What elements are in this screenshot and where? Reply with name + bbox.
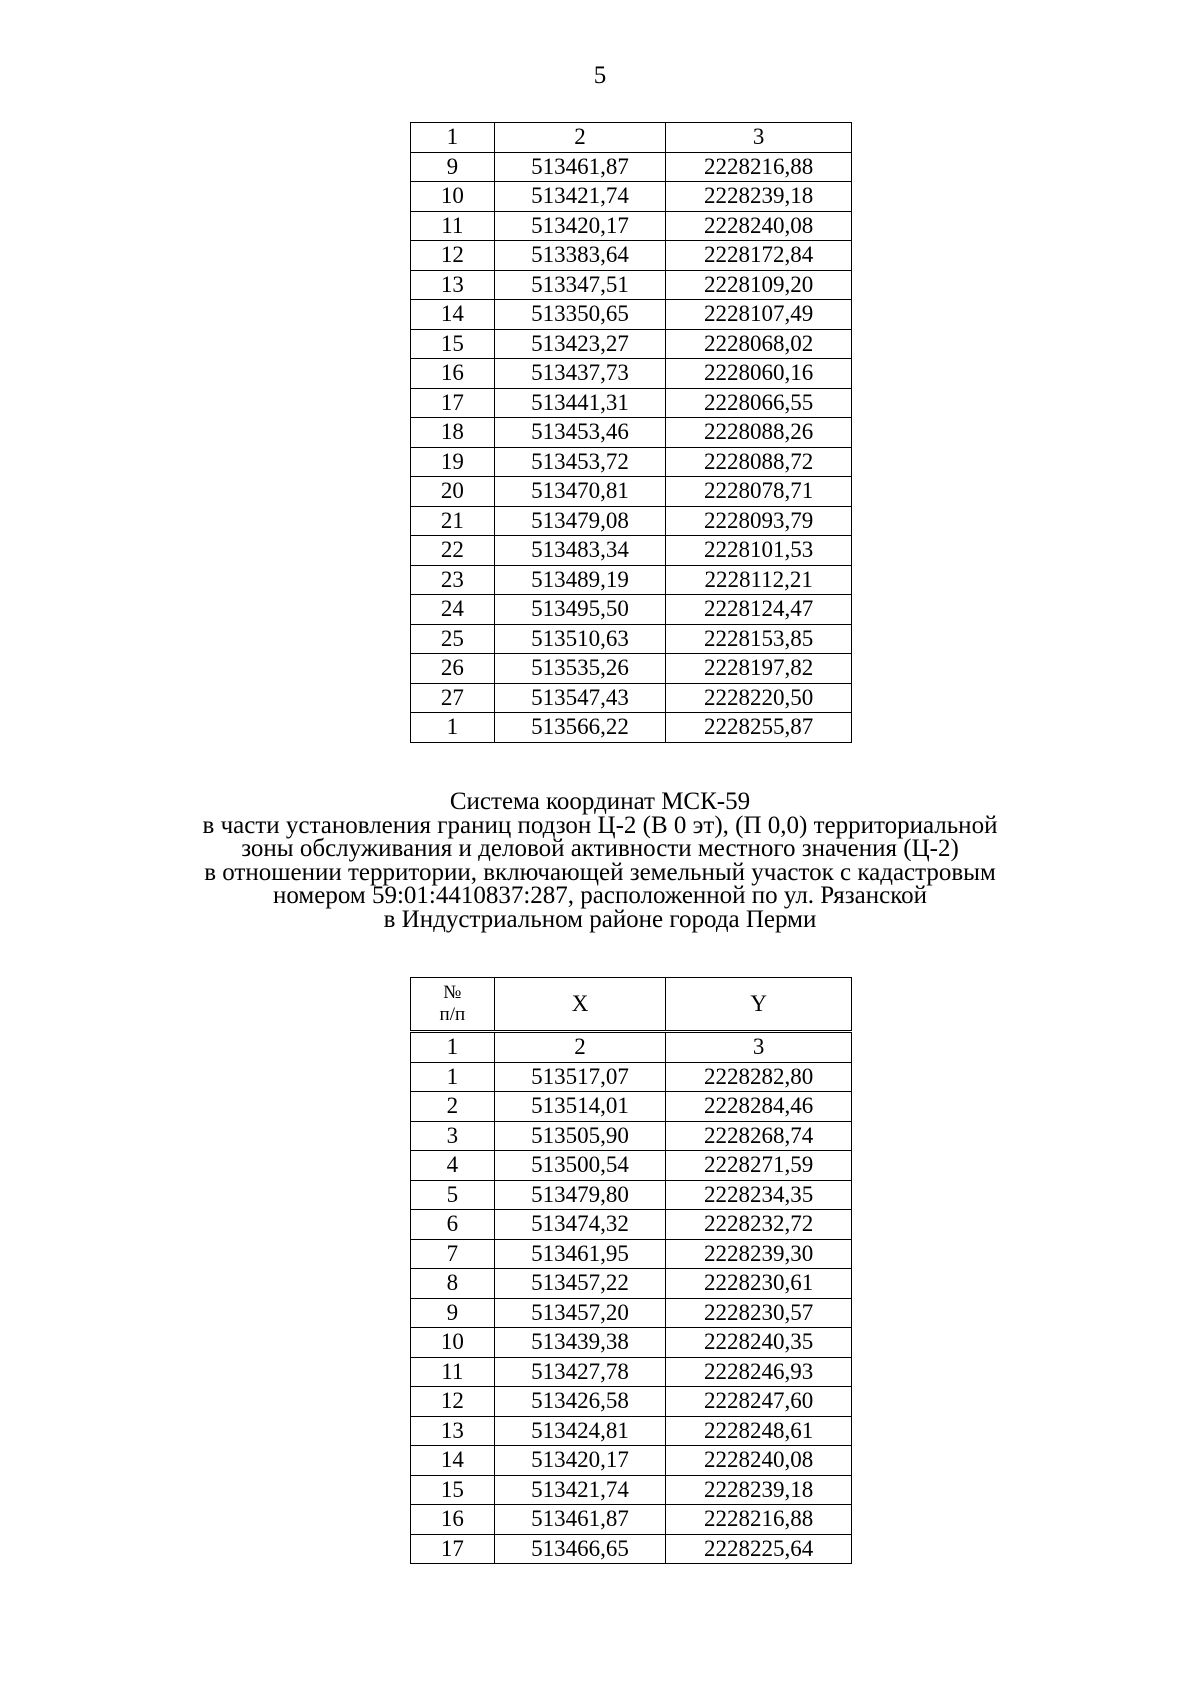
table-row [411, 1387, 852, 1417]
x-coordinate-cell: 513420,17 [494, 211, 666, 241]
y-coordinate-cell: 2228239,30 [666, 1239, 852, 1269]
point-number-cell: 15 [411, 329, 495, 359]
y-coordinate-cell: 2228232,72 [666, 1210, 852, 1240]
point-number-cell: 27 [411, 683, 495, 713]
table-row [411, 1151, 852, 1181]
point-number-cell: 17 [411, 388, 495, 418]
x-coordinate-cell: 513426,58 [494, 1387, 666, 1417]
x-coordinate-cell: 513461,95 [494, 1239, 666, 1269]
x-coordinate-cell: 513420,17 [494, 1446, 666, 1476]
point-number-cell: 16 [411, 1505, 495, 1535]
x-coordinate-cell: 513547,43 [494, 683, 666, 713]
x-coordinate-cell: 513453,72 [494, 447, 666, 477]
y-coordinate-cell: 2228240,08 [666, 211, 852, 241]
x-coordinate-cell: 513495,50 [494, 595, 666, 625]
table-row [411, 241, 852, 271]
x-coordinate-cell: 513466,65 [494, 1534, 666, 1564]
y-coordinate-cell: 2228101,53 [666, 536, 852, 566]
x-coordinate-cell: 513479,80 [494, 1180, 666, 1210]
column-number-cell: 1 [411, 1032, 495, 1063]
y-coordinate-cell: 2228088,26 [666, 418, 852, 448]
point-number-cell: 9 [411, 152, 495, 182]
table-row [411, 477, 852, 507]
table-row [411, 418, 852, 448]
point-number-cell: 3 [411, 1121, 495, 1151]
table-row [411, 1534, 852, 1564]
y-coordinate-cell: 2228240,35 [666, 1328, 852, 1358]
table-row [411, 1210, 852, 1240]
x-coordinate-cell: 513421,74 [494, 182, 666, 212]
header-number [411, 978, 495, 1032]
x-coordinate-cell: 513566,22 [494, 713, 666, 743]
table-row [411, 1269, 852, 1299]
point-number-cell: 14 [411, 1446, 495, 1476]
table-row [411, 654, 852, 684]
x-coordinate-cell: 513517,07 [494, 1062, 666, 1092]
y-coordinate-cell: 2228239,18 [666, 182, 852, 212]
table-row [411, 1092, 852, 1122]
x-coordinate-cell: 513510,63 [494, 624, 666, 654]
coordinates-table-continued [410, 122, 852, 743]
table-row [411, 506, 852, 536]
y-coordinate-cell: 2228220,50 [666, 683, 852, 713]
point-number-cell: 1 [411, 713, 495, 743]
coordinate-system-heading [0, 790, 1200, 931]
x-coordinate-cell: 513535,26 [494, 654, 666, 684]
point-number-cell: 1 [411, 1062, 495, 1092]
point-number-cell: 10 [411, 182, 495, 212]
table-row [411, 1180, 852, 1210]
point-number-cell: 13 [411, 1416, 495, 1446]
table-row [411, 447, 852, 477]
header-y: Y [666, 978, 852, 1032]
page-number: 5 [593, 62, 607, 89]
y-coordinate-cell: 2228066,55 [666, 388, 852, 418]
point-number-cell: 13 [411, 270, 495, 300]
table-row [411, 1446, 852, 1476]
y-coordinate-cell: 2228230,57 [666, 1298, 852, 1328]
point-number-cell: 9 [411, 1298, 495, 1328]
table-row [411, 329, 852, 359]
y-coordinate-cell: 2228197,82 [666, 654, 852, 684]
y-coordinate-cell: 2228234,35 [666, 1180, 852, 1210]
table-row [411, 1357, 852, 1387]
table-row [411, 211, 852, 241]
x-coordinate-cell: 513461,87 [494, 152, 666, 182]
x-coordinate-cell: 513457,20 [494, 1298, 666, 1328]
y-coordinate-cell: 2228112,21 [666, 565, 852, 595]
x-coordinate-cell: 513500,54 [494, 1151, 666, 1181]
table-row [411, 1328, 852, 1358]
y-coordinate-cell: 2228247,60 [666, 1387, 852, 1417]
point-number-cell: 21 [411, 506, 495, 536]
y-coordinate-cell: 2228246,93 [666, 1357, 852, 1387]
x-coordinate-cell: 513347,51 [494, 270, 666, 300]
y-coordinate-cell: 2228172,84 [666, 241, 852, 271]
y-coordinate-cell: 2228124,47 [666, 595, 852, 625]
point-number-cell: 26 [411, 654, 495, 684]
point-number-cell: 23 [411, 565, 495, 595]
y-coordinate-cell: 2228153,85 [666, 624, 852, 654]
table-body [411, 1032, 852, 1564]
y-coordinate-cell: 2228068,02 [666, 329, 852, 359]
point-number-cell: 8 [411, 1269, 495, 1299]
point-number-cell: 12 [411, 1387, 495, 1417]
y-coordinate-cell: 2228230,61 [666, 1269, 852, 1299]
heading-line: зоны обслуживания и деловой активности местного значения (Ц-2) [241, 835, 959, 862]
table-row [411, 300, 852, 330]
column-number-row [411, 123, 852, 153]
heading-line: в Индустриальном районе города Перми [383, 905, 817, 933]
y-coordinate-cell: 2228078,71 [666, 477, 852, 507]
coordinates-table-subzone [410, 977, 852, 1564]
y-coordinate-cell: 2228060,16 [666, 359, 852, 389]
y-coordinate-cell: 2228282,80 [666, 1062, 852, 1092]
table-row [411, 1475, 852, 1505]
table-row [411, 536, 852, 566]
x-coordinate-cell: 513457,22 [494, 1269, 666, 1299]
table-row [411, 595, 852, 625]
x-coordinate-cell: 513383,64 [494, 241, 666, 271]
table-row [411, 1416, 852, 1446]
table-header-row [411, 978, 852, 1032]
column-number-cell: 2 [494, 1032, 666, 1063]
x-coordinate-cell: 513427,78 [494, 1357, 666, 1387]
y-coordinate-cell: 2228271,59 [666, 1151, 852, 1181]
x-coordinate-cell: 513474,32 [494, 1210, 666, 1240]
heading-line: номером 59:01:4410837:287, расположенной по ул. Рязанской [273, 882, 927, 909]
table-row [411, 359, 852, 389]
point-number-cell: 12 [411, 241, 495, 271]
table-row [411, 152, 852, 182]
x-coordinate-cell: 513421,74 [494, 1475, 666, 1505]
x-coordinate-cell: 513470,81 [494, 477, 666, 507]
y-coordinate-cell: 2228248,61 [666, 1416, 852, 1446]
column-number-cell: 1 [411, 123, 495, 153]
point-number-cell: 11 [411, 211, 495, 241]
x-coordinate-cell: 513479,08 [494, 506, 666, 536]
table-row [411, 683, 852, 713]
x-coordinate-cell: 513441,31 [494, 388, 666, 418]
x-coordinate-cell: 513505,90 [494, 1121, 666, 1151]
header-x: X [494, 978, 666, 1032]
column-number-cell: 3 [666, 123, 852, 153]
table-row [411, 565, 852, 595]
point-number-cell: 17 [411, 1534, 495, 1564]
point-number-cell: 19 [411, 447, 495, 477]
point-number-cell: 4 [411, 1151, 495, 1181]
x-coordinate-cell: 513423,27 [494, 329, 666, 359]
x-coordinate-cell: 513453,46 [494, 418, 666, 448]
y-coordinate-cell: 2228240,08 [666, 1446, 852, 1476]
y-coordinate-cell: 2228216,88 [666, 152, 852, 182]
y-coordinate-cell: 2228093,79 [666, 506, 852, 536]
y-coordinate-cell: 2228109,20 [666, 270, 852, 300]
point-number-cell: 20 [411, 477, 495, 507]
point-number-cell: 10 [411, 1328, 495, 1358]
y-coordinate-cell: 2228225,64 [666, 1534, 852, 1564]
point-number-cell: 6 [411, 1210, 495, 1240]
heading-line: в части установления границ подзон Ц-2 (В 0 эт), (П 0,0) территориальной [202, 811, 998, 839]
y-coordinate-cell: 2228255,87 [666, 713, 852, 743]
table-row [411, 1062, 852, 1092]
point-number-cell: 15 [411, 1475, 495, 1505]
y-coordinate-cell: 2228284,46 [666, 1092, 852, 1122]
heading-line: Система координат МСК-59 [449, 788, 751, 815]
table-row [411, 270, 852, 300]
header-number-abbrev: п/п [439, 1004, 466, 1025]
point-number-cell: 11 [411, 1357, 495, 1387]
table-row [411, 1239, 852, 1269]
y-coordinate-cell: 2228216,88 [666, 1505, 852, 1535]
table-row [411, 1298, 852, 1328]
x-coordinate-cell: 513489,19 [494, 565, 666, 595]
column-number-cell: 2 [494, 123, 666, 153]
table-row [411, 713, 852, 743]
heading-line: в отношении территории, включающей земельный участок с кадастровым [204, 858, 996, 886]
column-number-row [411, 1032, 852, 1063]
point-number-cell: 5 [411, 1180, 495, 1210]
x-coordinate-cell: 513461,87 [494, 1505, 666, 1535]
point-number-cell: 24 [411, 595, 495, 625]
y-coordinate-cell: 2228268,74 [666, 1121, 852, 1151]
x-coordinate-cell: 513514,01 [494, 1092, 666, 1122]
header-number-symbol: № [443, 982, 462, 1003]
x-coordinate-cell: 513350,65 [494, 300, 666, 330]
point-number-cell: 25 [411, 624, 495, 654]
x-coordinate-cell: 513424,81 [494, 1416, 666, 1446]
x-coordinate-cell: 513483,34 [494, 536, 666, 566]
point-number-cell: 14 [411, 300, 495, 330]
point-number-cell: 2 [411, 1092, 495, 1122]
column-number-cell: 3 [666, 1032, 852, 1063]
x-coordinate-cell: 513439,38 [494, 1328, 666, 1358]
y-coordinate-cell: 2228088,72 [666, 447, 852, 477]
table-row [411, 1505, 852, 1535]
point-number-cell: 7 [411, 1239, 495, 1269]
y-coordinate-cell: 2228107,49 [666, 300, 852, 330]
point-number-cell: 22 [411, 536, 495, 566]
x-coordinate-cell: 513437,73 [494, 359, 666, 389]
point-number-cell: 18 [411, 418, 495, 448]
table-body [411, 123, 852, 743]
point-number-cell: 16 [411, 359, 495, 389]
table-row [411, 182, 852, 212]
y-coordinate-cell: 2228239,18 [666, 1475, 852, 1505]
table-row [411, 1121, 852, 1151]
table-row [411, 388, 852, 418]
table-row [411, 624, 852, 654]
